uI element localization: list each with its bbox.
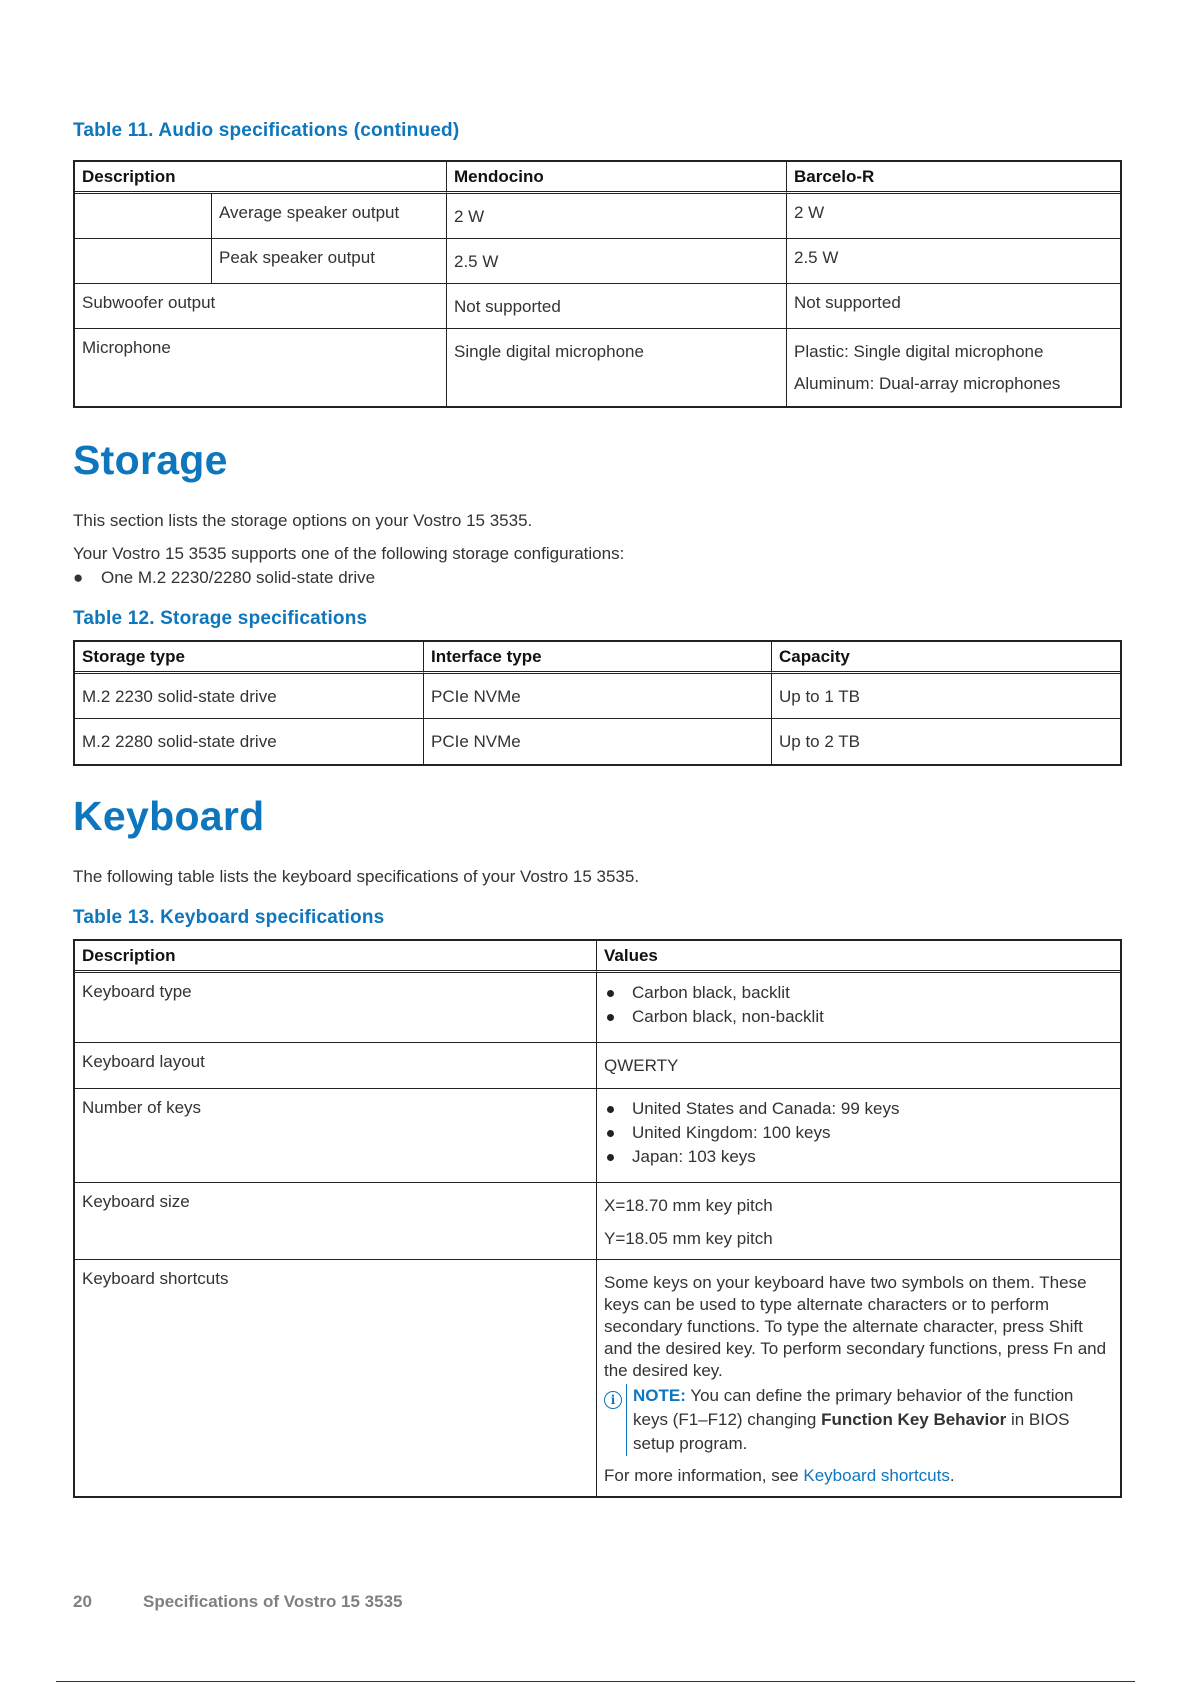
storage-intro: This section lists the storage options on your Vostro 15 3535. bbox=[73, 511, 533, 530]
keyboard-shortcuts-link[interactable]: Keyboard shortcuts bbox=[803, 1466, 950, 1485]
cell-value: 2.5 W bbox=[787, 239, 1120, 284]
cell-line: Y=18.05 mm key pitch bbox=[604, 1229, 773, 1248]
cell-value-multi bbox=[787, 329, 1120, 406]
table-row bbox=[75, 284, 1120, 329]
col-header-capacity: Capacity bbox=[772, 642, 1120, 674]
table-row bbox=[75, 674, 1120, 719]
cell-value-shortcuts bbox=[597, 1260, 1120, 1496]
col-header-description: Description bbox=[75, 941, 597, 973]
row-label: Peak speaker output bbox=[212, 239, 447, 284]
cell-value: 2.5 W bbox=[447, 239, 787, 284]
note-text: You can define the primary behavior of the function keys (F1–F12) changing bbox=[633, 1386, 1074, 1429]
empty-cell bbox=[75, 194, 212, 239]
cell-value: 2 W bbox=[447, 194, 787, 239]
keyboard-intro: The following table lists the keyboard specifications of your Vostro 15 3535. bbox=[73, 867, 640, 886]
cell-value: QWERTY bbox=[597, 1043, 1120, 1089]
cell-value: Not supported bbox=[447, 284, 787, 329]
table-13-caption: Table 13. Keyboard specifications bbox=[73, 907, 385, 928]
table-row bbox=[75, 1089, 1120, 1183]
storage-spec-table bbox=[73, 640, 1122, 766]
cell-value: Up to 2 TB bbox=[779, 732, 860, 751]
keyboard-spec-table bbox=[73, 939, 1122, 1498]
footer-divider bbox=[56, 1681, 1135, 1682]
list-item: Carbon black, non-backlit bbox=[604, 1005, 1113, 1029]
list-item: Carbon black, backlit bbox=[604, 981, 1113, 1005]
table-row bbox=[75, 1260, 1120, 1496]
col-header-description: Description bbox=[75, 162, 447, 194]
footer-title: Specifications of Vostro 15 3535 bbox=[143, 1592, 403, 1611]
keyboard-heading: Keyboard bbox=[73, 793, 265, 839]
bullet-text: One M.2 2230/2280 solid-state drive bbox=[101, 568, 376, 587]
cell-line: Aluminum: Dual-array microphones bbox=[794, 374, 1061, 393]
table-header-row bbox=[75, 941, 1120, 973]
more-info bbox=[604, 1465, 1113, 1487]
bullet-icon: ● bbox=[73, 568, 84, 587]
more-info-prefix: For more information, see bbox=[604, 1466, 799, 1485]
info-icon: i bbox=[604, 1384, 627, 1456]
col-header-mendocino: Mendocino bbox=[447, 162, 787, 194]
table-row bbox=[75, 194, 1120, 239]
storage-config-item bbox=[73, 568, 375, 588]
bullet-list bbox=[604, 1097, 1113, 1169]
row-label: Average speaker output bbox=[212, 194, 447, 239]
row-label: Keyboard type bbox=[75, 973, 597, 1043]
shortcuts-description: Some keys on your keyboard have two symbols on them. These keys can be used to type alternate characters or to perform secondary functions. To type the alternate character, press Shift and the desired key. To perform secondary functions, press Fn and the desired key. bbox=[604, 1273, 1107, 1380]
note-bold-term: Function Key Behavior bbox=[821, 1410, 1007, 1429]
cell-value: 2 W bbox=[787, 194, 1120, 239]
cell-value: Up to 1 TB bbox=[772, 674, 1120, 719]
cell-value: M.2 2280 solid-state drive bbox=[75, 719, 424, 764]
table-header-row bbox=[75, 642, 1120, 674]
col-header-barcelo: Barcelo-R bbox=[787, 162, 1120, 194]
cell-value: PCIe NVMe bbox=[424, 719, 772, 764]
note-label: NOTE: bbox=[633, 1386, 686, 1405]
cell-value: Single digital microphone bbox=[447, 329, 787, 406]
col-header-interface-type: Interface type bbox=[424, 642, 772, 674]
row-label: Number of keys bbox=[75, 1089, 597, 1183]
cell-line: X=18.70 mm key pitch bbox=[604, 1196, 773, 1215]
table-header-row bbox=[75, 162, 1120, 194]
audio-spec-table bbox=[73, 160, 1122, 408]
table-row bbox=[75, 239, 1120, 284]
note-body bbox=[633, 1384, 1113, 1456]
row-label: Keyboard size bbox=[75, 1183, 597, 1260]
note-box bbox=[604, 1384, 1113, 1456]
table-11-caption: Table 11. Audio specifications (continued) bbox=[73, 120, 460, 141]
list-item: Japan: 103 keys bbox=[604, 1145, 1113, 1169]
cell-value: Not supported bbox=[787, 284, 1120, 329]
row-label: Microphone bbox=[75, 329, 447, 406]
storage-configs-intro: Your Vostro 15 3535 supports one of the following storage configurations: bbox=[73, 544, 625, 563]
list-item: United States and Canada: 99 keys bbox=[604, 1097, 1113, 1121]
row-label: Subwoofer output bbox=[75, 284, 447, 329]
table-row bbox=[75, 329, 1120, 406]
cell-value-list bbox=[597, 1089, 1120, 1183]
table-row bbox=[75, 719, 1120, 764]
more-info-suffix: . bbox=[949, 1466, 955, 1485]
bullet-list bbox=[604, 981, 1113, 1029]
table-row bbox=[75, 973, 1120, 1043]
page-number: 20 bbox=[73, 1592, 92, 1611]
cell-value-multi bbox=[597, 1183, 1120, 1260]
cell-value: M.2 2230 solid-state drive bbox=[75, 674, 424, 719]
row-label: Keyboard layout bbox=[75, 1043, 597, 1089]
col-header-values: Values bbox=[597, 941, 1120, 973]
cell-value-list bbox=[597, 973, 1120, 1043]
row-label: Keyboard shortcuts bbox=[75, 1260, 597, 1496]
cell-line: Plastic: Single digital microphone bbox=[794, 342, 1044, 361]
cell-value: PCIe NVMe bbox=[424, 674, 772, 719]
storage-heading: Storage bbox=[73, 437, 228, 483]
empty-cell bbox=[75, 239, 212, 284]
table-row bbox=[75, 1183, 1120, 1260]
table-12-caption: Table 12. Storage specifications bbox=[73, 608, 368, 629]
table-row bbox=[75, 1043, 1120, 1089]
list-item: United Kingdom: 100 keys bbox=[604, 1121, 1113, 1145]
page-footer bbox=[73, 1592, 403, 1612]
note-text-end: in BIOS setup program. bbox=[633, 1410, 1070, 1453]
col-header-storage-type: Storage type bbox=[75, 642, 424, 674]
